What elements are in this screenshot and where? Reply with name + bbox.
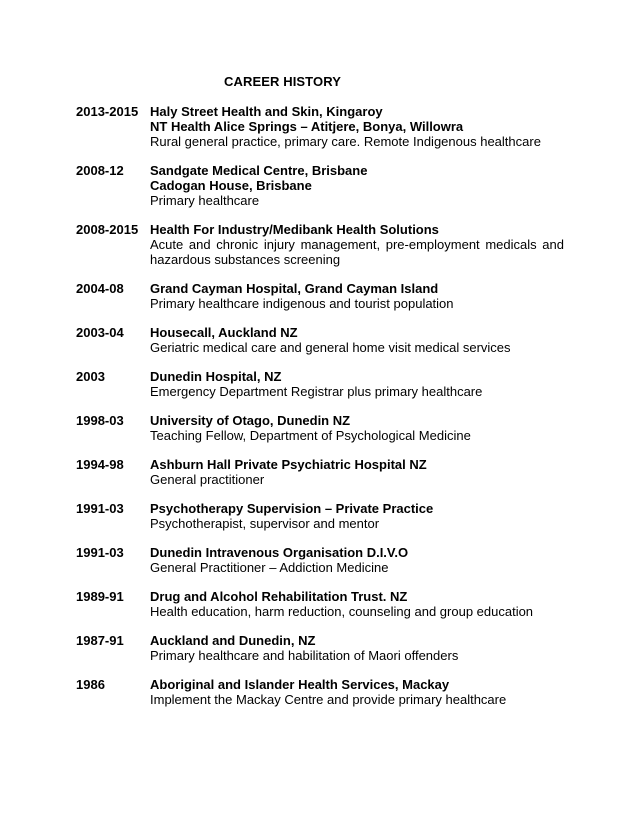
career-entry: [76, 633, 564, 663]
entry-organisation: NT Health Alice Springs – Atitjere, Bonya, Willowra: [150, 119, 464, 134]
entry-years: 1991-03: [76, 545, 124, 560]
entry-organisation: Drug and Alcohol Rehabilitation Trust. NZ: [150, 589, 408, 604]
entry-organisation: Dunedin Intravenous Organisation D.I.V.O: [150, 545, 409, 560]
entry-years: 1998-03: [76, 413, 124, 428]
entry-description: Rural general practice, primary care. Remote Indigenous healthcare: [150, 134, 541, 149]
entry-years: 1986: [76, 677, 105, 692]
entry-details: [150, 457, 564, 487]
entry-organisation: Health For Industry/Medibank Health Solutions: [150, 222, 439, 237]
career-entries: [76, 104, 564, 721]
entry-organisation: University of Otago, Dunedin NZ: [150, 413, 351, 428]
entry-description: Psychotherapist, supervisor and mentor: [150, 516, 380, 531]
career-entry: [76, 325, 564, 355]
entry-years: 2013-2015: [76, 104, 139, 119]
entry-organisation: Dunedin Hospital, NZ: [150, 369, 282, 384]
entry-description: General Practitioner – Addiction Medicine: [150, 560, 389, 575]
career-entry: [76, 104, 564, 149]
entry-organisation: Ashburn Hall Private Psychiatric Hospital NZ: [150, 457, 427, 472]
career-entry: [76, 589, 564, 619]
entry-details: [150, 163, 564, 208]
entry-years: 1991-03: [76, 501, 124, 516]
entry-description: Primary healthcare: [150, 193, 260, 208]
entry-description: Acute and chronic injury management, pre-employment medicals and hazardous substances screening: [150, 237, 564, 267]
entry-organisation: Grand Cayman Hospital, Grand Cayman Island: [150, 281, 439, 296]
career-entry: [76, 457, 564, 487]
career-entry: [76, 222, 564, 267]
entry-details: [150, 677, 564, 707]
entry-details: [150, 633, 564, 663]
entry-description: Geriatric medical care and general home visit medical services: [150, 340, 511, 355]
career-entry: [76, 413, 564, 443]
entry-organisation: Psychotherapy Supervision – Private Practice: [150, 501, 434, 516]
entry-details: [150, 413, 564, 443]
entry-details: [150, 545, 564, 575]
entry-description: Emergency Department Registrar plus primary healthcare: [150, 384, 483, 399]
entry-details: [150, 369, 564, 399]
career-entry: [76, 501, 564, 531]
entry-years: 2003: [76, 369, 105, 384]
entry-organisation: Auckland and Dunedin, NZ: [150, 633, 316, 648]
entry-years: 1987-91: [76, 633, 124, 648]
entry-description: Primary healthcare and habilitation of Maori offenders: [150, 648, 459, 663]
entry-details: [150, 281, 564, 311]
entry-details: [150, 222, 564, 267]
entry-details: [150, 104, 564, 149]
entry-details: [150, 325, 564, 355]
career-entry: [76, 281, 564, 311]
entry-years: 2008-12: [76, 163, 124, 178]
career-entry: [76, 163, 564, 208]
entry-description: Implement the Mackay Centre and provide primary healthcare: [150, 692, 507, 707]
career-entry: [76, 545, 564, 575]
career-entry: [76, 369, 564, 399]
entry-details: [150, 589, 564, 619]
entry-years: 1989-91: [76, 589, 124, 604]
entry-years: 2003-04: [76, 325, 124, 340]
entry-description: General practitioner: [150, 472, 265, 487]
entry-organisation: Aboriginal and Islander Health Services, Mackay: [150, 677, 450, 692]
page-title: CAREER HISTORY: [224, 74, 341, 89]
entry-description: Health education, harm reduction, counseling and group education: [150, 604, 534, 619]
entry-details: [150, 501, 564, 531]
entry-years: 1994-98: [76, 457, 124, 472]
career-entry: [76, 677, 564, 707]
entry-organisation: Sandgate Medical Centre, Brisbane: [150, 163, 368, 178]
entry-description: Teaching Fellow, Department of Psychological Medicine: [150, 428, 471, 443]
entry-years: 2004-08: [76, 281, 124, 296]
entry-description: Primary healthcare indigenous and tourist population: [150, 296, 454, 311]
entry-organisation: Housecall, Auckland NZ: [150, 325, 298, 340]
entry-years: 2008-2015: [76, 222, 139, 237]
entry-organisation: Cadogan House, Brisbane: [150, 178, 312, 193]
entry-organisation: Haly Street Health and Skin, Kingaroy: [150, 104, 383, 119]
